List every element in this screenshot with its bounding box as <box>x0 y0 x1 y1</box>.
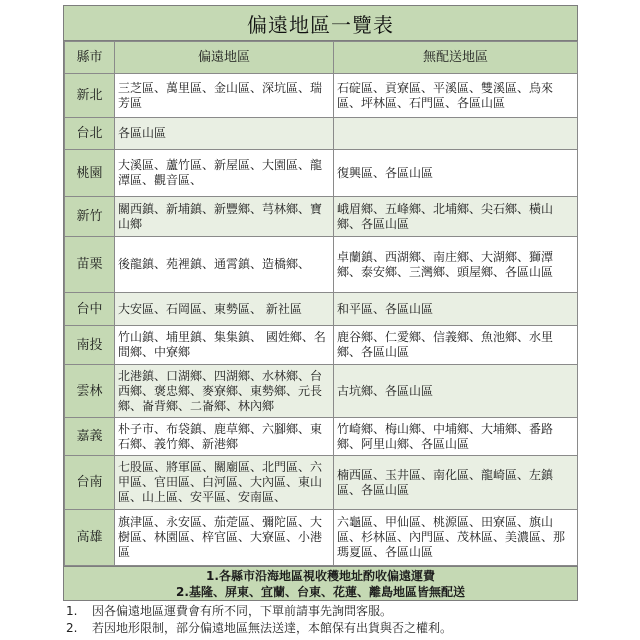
remote-areas-sheet <box>63 5 578 601</box>
table-row <box>65 118 578 150</box>
county-cell: 南投 <box>65 326 115 365</box>
remote-cell: 竹山鎮、埔里鎮、集集鎮、 國姓鄉、名間鄉、中寮鄉 <box>115 326 334 365</box>
table-row <box>65 237 578 293</box>
note-text: 因各偏遠地區運費會有所不同，下單前請事先詢問客服。 <box>92 604 393 618</box>
no-delivery-cell: 峨眉鄉、五峰鄉、北埔鄉、尖石鄉、橫山鄉、各區山區 <box>334 197 578 237</box>
note-text: 若因地形限制，部分偏遠地區無法送達，本館保有出貨與否之權利。 <box>92 621 453 635</box>
no-delivery-cell: 六龜區、甲仙區、桃源區、田寮區、旗山區、杉林區、內門區、茂林區、美濃區、那瑪夏區、各區山區 <box>334 510 578 566</box>
note-number: 2. <box>66 621 78 635</box>
no-delivery-cell: 楠西區、玉井區、南化區、龍崎區、左鎮區、各區山區 <box>334 456 578 510</box>
table-row <box>65 510 578 566</box>
note-item <box>66 603 626 620</box>
footer-line-1: 1.各縣市沿海地區視收穫地址酌收偏遠運費 <box>206 568 435 583</box>
remote-cell: 大溪區、蘆竹區、新屋區、大園區、龍潭區、觀音區、 <box>115 150 334 197</box>
header-no-delivery: 無配送地區 <box>334 42 578 74</box>
footer-line-2: 2.基隆、屏東、宜蘭、台東、花蓮、離島地區皆無配送 <box>176 584 465 599</box>
table-row <box>65 326 578 365</box>
county-cell: 高雄 <box>65 510 115 566</box>
county-cell: 新北 <box>65 74 115 118</box>
no-delivery-cell: 復興區、各區山區 <box>334 150 578 197</box>
county-cell: 嘉義 <box>65 418 115 456</box>
table-row <box>65 74 578 118</box>
no-delivery-cell: 竹崎鄉、梅山鄉、中埔鄉、大埔鄉、番路鄉、阿里山鄉、各區山區 <box>334 418 578 456</box>
table-row <box>65 456 578 510</box>
no-delivery-cell: 卓蘭鎮、西湖鄉、南庄鄉、大湖鄉、獅潭鄉、泰安鄉、三灣鄉、頭屋鄉、各區山區 <box>334 237 578 293</box>
county-cell: 台中 <box>65 293 115 326</box>
note-item <box>66 620 626 637</box>
table-row <box>65 150 578 197</box>
no-delivery-cell: 石碇區、貢寮區、平溪區、雙溪區、烏來區、坪林區、石門區、各區山區 <box>334 74 578 118</box>
county-cell: 台北 <box>65 118 115 150</box>
remote-cell: 北港鎮、口湖鄉、四湖鄉、水林鄉、台西鄉、褒忠鄉、麥寮鄉、東勢鄉、元長鄉、崙背鄉、二崙鄉、林內鄉 <box>115 365 334 418</box>
remote-cell: 旗津區、永安區、茄萣區、彌陀區、大樹區、林園區、梓官區、大寮區、小港區 <box>115 510 334 566</box>
table-row <box>65 197 578 237</box>
table-row <box>65 418 578 456</box>
remote-areas-table <box>64 41 578 566</box>
county-cell: 雲林 <box>65 365 115 418</box>
remote-cell: 後龍鎮、苑裡鎮、通霄鎮、造橋鄉、 <box>115 237 334 293</box>
no-delivery-cell: 古坑鄉、各區山區 <box>334 365 578 418</box>
remote-cell: 關西鎮、新埔鎮、新豐鄉、芎林鄉、寶山鄉 <box>115 197 334 237</box>
remote-cell: 三芝區、萬里區、金山區、深坑區、瑞芳區 <box>115 74 334 118</box>
no-delivery-cell: 鹿谷鄉、仁愛鄉、信義鄉、魚池鄉、水里鄉、各區山區 <box>334 326 578 365</box>
remote-cell: 七股區、將軍區、關廟區、北門區、六甲區、官田區、白河區、大內區、東山區、山上區、安平區、安南區、 <box>115 456 334 510</box>
note-number: 1. <box>66 604 78 618</box>
table-row <box>65 365 578 418</box>
remote-cell: 各區山區 <box>115 118 334 150</box>
header-remote: 偏遠地區 <box>115 42 334 74</box>
remote-cell: 朴子市、布袋鎮、鹿草鄉、六腳鄉、東石鄉、義竹鄉、新港鄉 <box>115 418 334 456</box>
no-delivery-cell <box>334 118 578 150</box>
sheet-title: 偏遠地區一覽表 <box>64 6 577 41</box>
remote-cell: 大安區、石岡區、東勢區、 新社區 <box>115 293 334 326</box>
county-cell: 新竹 <box>65 197 115 237</box>
footer-band <box>64 566 577 600</box>
table-header-row <box>65 42 578 74</box>
county-cell: 桃園 <box>65 150 115 197</box>
county-cell: 台南 <box>65 456 115 510</box>
table-row <box>65 293 578 326</box>
header-county: 縣市 <box>65 42 115 74</box>
no-delivery-cell: 和平區、各區山區 <box>334 293 578 326</box>
notes-list <box>66 603 626 637</box>
county-cell: 苗栗 <box>65 237 115 293</box>
